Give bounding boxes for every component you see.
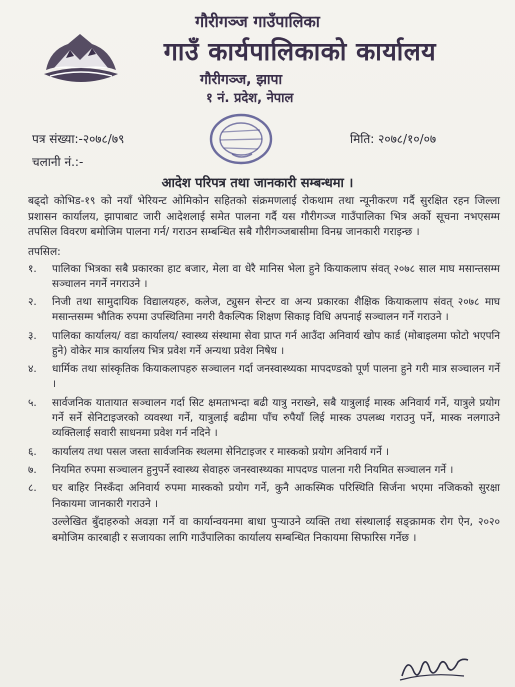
closing-paragraph: उल्लेखित बुँदाहरुको अवज्ञा गर्ने वा कार्यान्वयनमा बाधा पुऱ्याउने व्यक्ति तथा संस्थालाई सङ्क्रामक रोग ऐन, २०२० बमोजिम कारबाही र सजायका लागि गाउँपालिका कार्यालय सम्बन्धित निकायमा सिफारिस गर्नेछ । bbox=[52, 516, 500, 544]
list-item-number: ५. bbox=[28, 396, 37, 409]
office-address: गौरीगञ्ज, झापा bbox=[200, 72, 283, 88]
list-item-text: निजी तथा सामुदायिक विद्यालयहरु, कलेज, ट्युसन सेन्टर वा अन्य प्रकारका शैक्षिक कियाकलाप संवत् २०७८ माघ मसान्तसम्म भौतिक रुपमा उपस्थितिमा नगरी वैकल्पिक शिक्षण सिकाइ विधि अपनाई सञ्चालन गर्ने गराउने । bbox=[52, 296, 500, 324]
list-item bbox=[28, 463, 500, 478]
list-item bbox=[28, 295, 500, 325]
office-stamp-icon bbox=[208, 112, 274, 166]
list-item-text: धार्मिक तथा सांस्कृतिक कियाकलापहरु सञ्चालन गर्दा जनस्वास्थ्यका मापदण्डको पूर्ण पालना हुने गरी मात्र सञ्चालन गर्ने । bbox=[52, 363, 500, 391]
list-item bbox=[28, 329, 500, 359]
intro-paragraph: बढ्दो कोभिड-१९ को नयाँ भेरियन्ट ओमिकोन सहितको संक्रमणलाई रोकथाम तथा न्यूनीकरण गर्दै सुरक्षित रहन जिल्ला प्रशासन कार्यालय, झापाबाट जारी आदेशलाई समेत पालना गर्दै यस गौरीगञ्ज गाउँपालिका भित्र अर्को सूचना नभएसम्म तपसिल विवरण बमोजिम पालना गर्न/ गराउन सम्बन्धित सबै गौरीगञ्जबासीमा विनम्र जानकारी गराइन्छ । bbox=[28, 195, 500, 238]
list-item bbox=[28, 481, 500, 511]
letter-body bbox=[28, 194, 500, 546]
list-item-text: सार्वजनिक यातायात सञ्चालन गर्दा सिट क्षमताभन्दा बढी यात्रु नराख्ने, सबै यात्रुलाई मास्क अनिवार्य गर्ने, यात्रुले प्रयोग गर्ने सर्ने सेनिटाइजरको व्यवस्था गर्ने, यात्रुलाई बढीमा पाँच रुपैयाँ लिई मास्क उपलब्ध गराउनु पर्ने, मास्क नलगाउने व्यक्तिलाई सवारी साधनमा प्रवेश गर्न नदिने । bbox=[52, 396, 500, 440]
list-item bbox=[28, 396, 500, 442]
province-line: १ नं. प्रदेश, नेपाल bbox=[206, 91, 294, 106]
list-item-text: नियमित रुपमा सञ्चालन हुनुपर्ने स्वास्थ्य सेवाहरु जनस्वास्थ्यका मापदण्ड पालना गरी नियमित सञ्चालन गर्ने । bbox=[52, 464, 454, 477]
list-item-text: घर बाहिर निस्कँदा अनिवार्य रुपमा मास्कको प्रयोग गर्ने, कुनै आकस्मिक परिस्थिति सिर्जना भएमा नजिकको सुरक्षा निकायमा जानकारी गराउने । bbox=[52, 482, 500, 510]
list-item-number: ८. bbox=[28, 482, 37, 495]
list-item bbox=[28, 262, 500, 292]
list-item-text: कार्यालय तथा पसल जस्ता सार्वजनिक स्थलमा सेनिटाइजर र मास्कको प्रयोग अनिवार्य गर्ने । bbox=[52, 445, 389, 458]
list-item-number: ३. bbox=[28, 329, 37, 342]
list-item-number: २. bbox=[28, 296, 37, 309]
office-name: गाउँ कार्यपालिकाको कार्यालय bbox=[163, 37, 437, 66]
letter-date: मिति: २०७८/१०/०७ bbox=[350, 132, 437, 146]
list-item-number: १. bbox=[28, 262, 37, 275]
list-item-number: ६. bbox=[28, 445, 37, 458]
signature-icon bbox=[398, 650, 472, 684]
subject-heading: आदेश परिपत्र तथा जानकारी सम्बन्धमा । bbox=[161, 176, 354, 191]
dispatch-number: चलानी नं.:- bbox=[32, 155, 84, 169]
municipality-name: गौरीगञ्ज गाउँपालिका bbox=[195, 12, 320, 31]
list-item-number: ४. bbox=[28, 363, 37, 376]
directive-list bbox=[28, 262, 500, 512]
list-item bbox=[28, 362, 500, 392]
letter-number: पत्र संख्या:-२०७८/७९ bbox=[32, 132, 125, 146]
list-item bbox=[28, 445, 500, 460]
list-item-text: पालिका कार्यालय/ वडा कार्यालय/ स्वास्थ्य संस्थामा सेवा प्राप्त गर्न आउँदा अनिवार्य खोप कार्ड (मोबाइलमा फोटो भएपनि हुने) वोकेर मात्र कार्यालय भित्र प्रवेश गर्ने अन्यथा प्रवेश निषेध । bbox=[52, 329, 500, 357]
list-item-number: ७. bbox=[28, 464, 37, 477]
list-label: तपसिल: bbox=[28, 245, 61, 258]
list-item-text: पालिका भित्रका सबै प्रकारका हाट बजार, मेला वा धेरै मानिस भेला हुने कियाकलाप संवत् २०७८ साल माघ मसान्तसम्म सञ्चालन नगर्ने नगराउने । bbox=[52, 262, 500, 290]
